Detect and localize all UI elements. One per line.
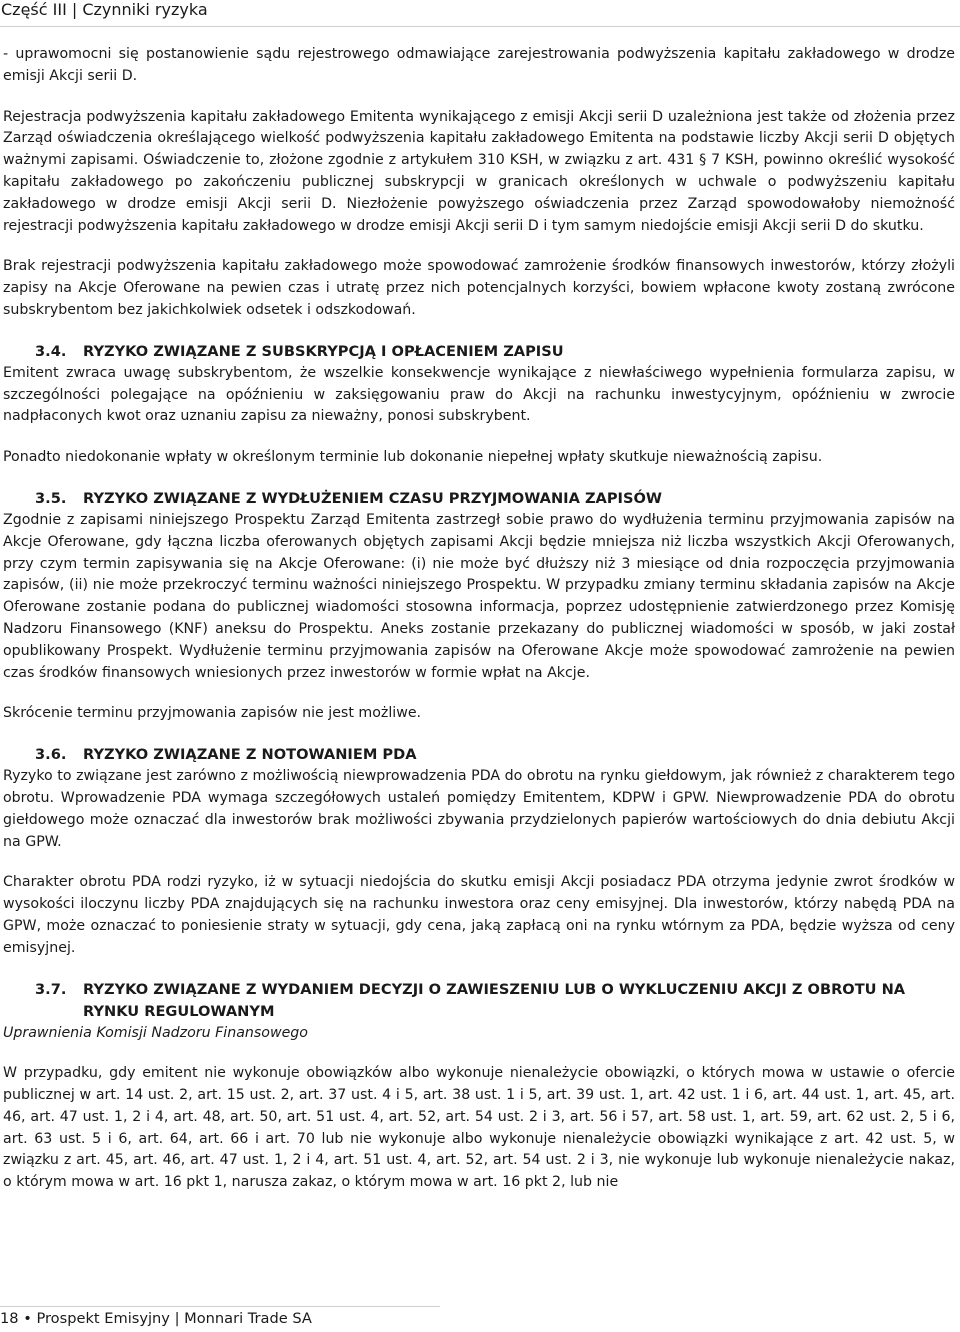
paragraph-shortening: Skrócenie terminu przyjmowania zapisów nie jest możliwe. xyxy=(3,705,422,722)
paragraph-subscription-risk: Emitent zwraca uwagę subskrybentom, że wszelkie konsekwencje wynikające z niewłaściwego wypełnienia formularza zapisu, w szczególności polegające na opóźnieniu w zaksięgowaniu praw do Akcji na rachunku inwestycyjnym, opóźnieniu w zwrocie nadpłaconych kwot oraz uznaniu zapisu za nieważny, ponosi subskrybent. xyxy=(3,364,955,425)
running-header: Część III | Czynniki ryzyka xyxy=(1,0,208,19)
section-title: RYZYKO ZWIĄZANE Z WYDŁUŻENIEM CZASU PRZYJMOWANIA ZAPISÓW xyxy=(83,489,662,507)
section-heading-3-6 xyxy=(3,744,955,766)
footer-divider xyxy=(0,1306,440,1307)
section-number: 3.5. xyxy=(35,489,67,507)
section-heading-3-5 xyxy=(3,488,955,510)
subsection-title: Uprawnienia Komisji Nadzoru Finansowego xyxy=(3,1024,308,1041)
document-body xyxy=(3,44,955,1194)
section-number: 3.7. xyxy=(35,980,67,998)
section-heading-3-4 xyxy=(3,341,955,363)
paragraph-pda-introduction: Ryzyko to związane jest zarówno z możliwością niewprowadzenia PDA do obrotu na rynku giełdowym, jak również z charakterem tego obrotu. Wprowadzenie PDA wymaga szczegółowych ustaleń pomiędzy Emitentem, KDPW i GPW. Niewprowadzenie PDA do obrotu giełdowego może oznaczać dla inwestorów brak możliwości zbywania przydzielonych papierów wartościowych do dnia debiutu Akcji na GPW. xyxy=(3,768,955,850)
paragraph-payment-risk: Ponadto niedokonanie wpłaty w określonym terminie lub dokonanie niepełnej wpłaty skutkuje nieważnością zapisu. xyxy=(3,449,823,466)
section-title: RYZYKO ZWIĄZANE Z NOTOWANIEM PDA xyxy=(83,746,417,764)
paragraph-knf-powers: W przypadku, gdy emitent nie wykonuje obowiązków albo wykonuje nienależycie obowiązki, o których mowa w ustawie o ofercie publicznej w art. 14 ust. 2, art. 15 ust. 2, art. 37 ust. 4 i 5, art. 38 ust. 1 i 5, art. 39 ust. 1, art. 42 ust. 1 i 6, art. 44 ust. 1, art. 45, art. 46, art. 47 ust. 1, 2 i 4, art. 48, art. 50, art. 51 ust. 4, art. 52, art. 54 ust. 2 i 3, art. 56 i 57, art. 58 ust. 1, art. 59, art. 62 ust. 2, 5 i 6, art. 63 ust. 5 i 6, art. 64, art. 66 i art. 70 lub nie wykonuje albo wykonuje nienależycie obowiązki wynikające z art. 42 ust. 5, w związku z art. 45, art. 46, art. 47 ust. 1, 2 i 4, art. 51 ust. 4, art. 52, art. 54 ust. 2 i 3, nie wykonuje lub wykonuje nienależycie nakaz, o którym mowa w art. 16 pkt 1, narusza zakaz, o którym mowa w art. 16 pkt 2, lub nie xyxy=(3,1065,955,1191)
paragraph-extension-risk: Zgodnie z zapisami niniejszego Prospektu Zarząd Emitenta zastrzegł sobie prawo do wydłużenia terminu przyjmowania zapisów na Akcje Oferowane, gdy łączna liczba oferowanych objętych zapisami Akcji będzie mniejsza niż liczba wszystkich Akcji Oferowanych, przy czym termin zapisywania się na Akcje Oferowane: (i) nie może być dłuższy niż 3 miesiące od dnia rozpoczęcia przyjmowania zapisów, (ii) nie może przekroczyć terminu ważności niniejszego Prospektu. W przypadku zmiany terminu składania zapisów na Akcje Oferowane zostanie podana do publicznej wiadomości stosowna informacja, poprzez udostępnienie zatwierdzonego przez Komisję Nadzoru Finansowego (KNF) aneksu do Prospektu. Aneks zostanie przekazany do publicznej wiadomości w sposób, w jaki został opublikowany Prospekt. Wydłużenie terminu przyjmowania zapisów na Oferowane Akcje może spowodować zamrożenie na pewien czas środków finansowych wniesionych przez inwestorów w formie wpłat na Akcje. xyxy=(3,511,955,681)
paragraph-registration-condition: - uprawomocni się postanowienie sądu rejestrowego odmawiające zarejestrowania podwyższenia kapitału zakładowego w drodze emisji Akcji serii D. xyxy=(3,46,955,84)
paragraph-registration-statement: Rejestracja podwyższenia kapitału zakładowego Emitenta wynikającego z emisji Akcji serii D uzależniona jest także od złożenia przez Zarząd oświadczenia określającego wielkość podwyższenia kapitału zakładowego Emitenta na podstawie liczby Akcji serii D objętych ważnymi zapisami. Oświadczenie to, złożone zgodnie z artykułem 310 KSH, w związku z art. 431 § 7 KSH, powinno określić wysokość kapitału zakładowego po zakończeniu publicznej subskrypcji w granicach określonych w uchwale o podwyższeniu kapitału zakładowego w drodze emisji Akcji serii D. Niezłożenie powyższego oświadczenia przez Zarząd spowodowałoby niemożność rejestracji podwyższenia kapitału zakładowego w drodze emisji Akcji serii D i tym samym niedojście emisji Akcji serii D do skutku. xyxy=(3,108,955,234)
paragraph-pda-trading: Charakter obrotu PDA rodzi ryzyko, iż w sytuacji niedojścia do skutku emisji Akcji posiadacz PDA otrzyma jedynie zwrot środków w wysokości iloczynu liczby PDA znajdujących się na rachunku inwestora oraz ceny emisyjnej. Dla inwestorów, którzy nabędą PDA na GPW, może oznaczać to poniesienie straty w sytuacji, gdy cena, jaką zapłacą oni na rynku wtórnym za PDA, będzie wyższa od ceny emisyjnej. xyxy=(3,874,955,956)
page-footer: 18 • Prospekt Emisyjny | Monnari Trade SA xyxy=(0,1310,312,1327)
section-heading-3-7 xyxy=(3,979,955,1023)
section-number: 3.4. xyxy=(35,342,67,360)
header-divider xyxy=(0,26,960,27)
section-title: RYZYKO ZWIĄZANE Z WYDANIEM DECYZJI O ZAWIESZENIU LUB O WYKLUCZENIU AKCJI Z OBROTU NA RYNKU REGULOWANYM xyxy=(83,980,906,1020)
section-title: RYZYKO ZWIĄZANE Z SUBSKRYPCJĄ I OPŁACENIEM ZAPISU xyxy=(83,342,564,360)
paragraph-registration-consequence: Brak rejestracji podwyższenia kapitału zakładowego może spowodować zamrożenie środków finansowych inwestorów, którzy złożyli zapisy na Akcje Oferowane na pewien czas i utratę przez nich potencjalnych korzyści, bowiem wpłacone kwoty zostaną zwrócone subskrybentom bez jakichkolwiek odsetek i odszkodowań. xyxy=(3,258,955,318)
section-number: 3.6. xyxy=(35,746,67,764)
